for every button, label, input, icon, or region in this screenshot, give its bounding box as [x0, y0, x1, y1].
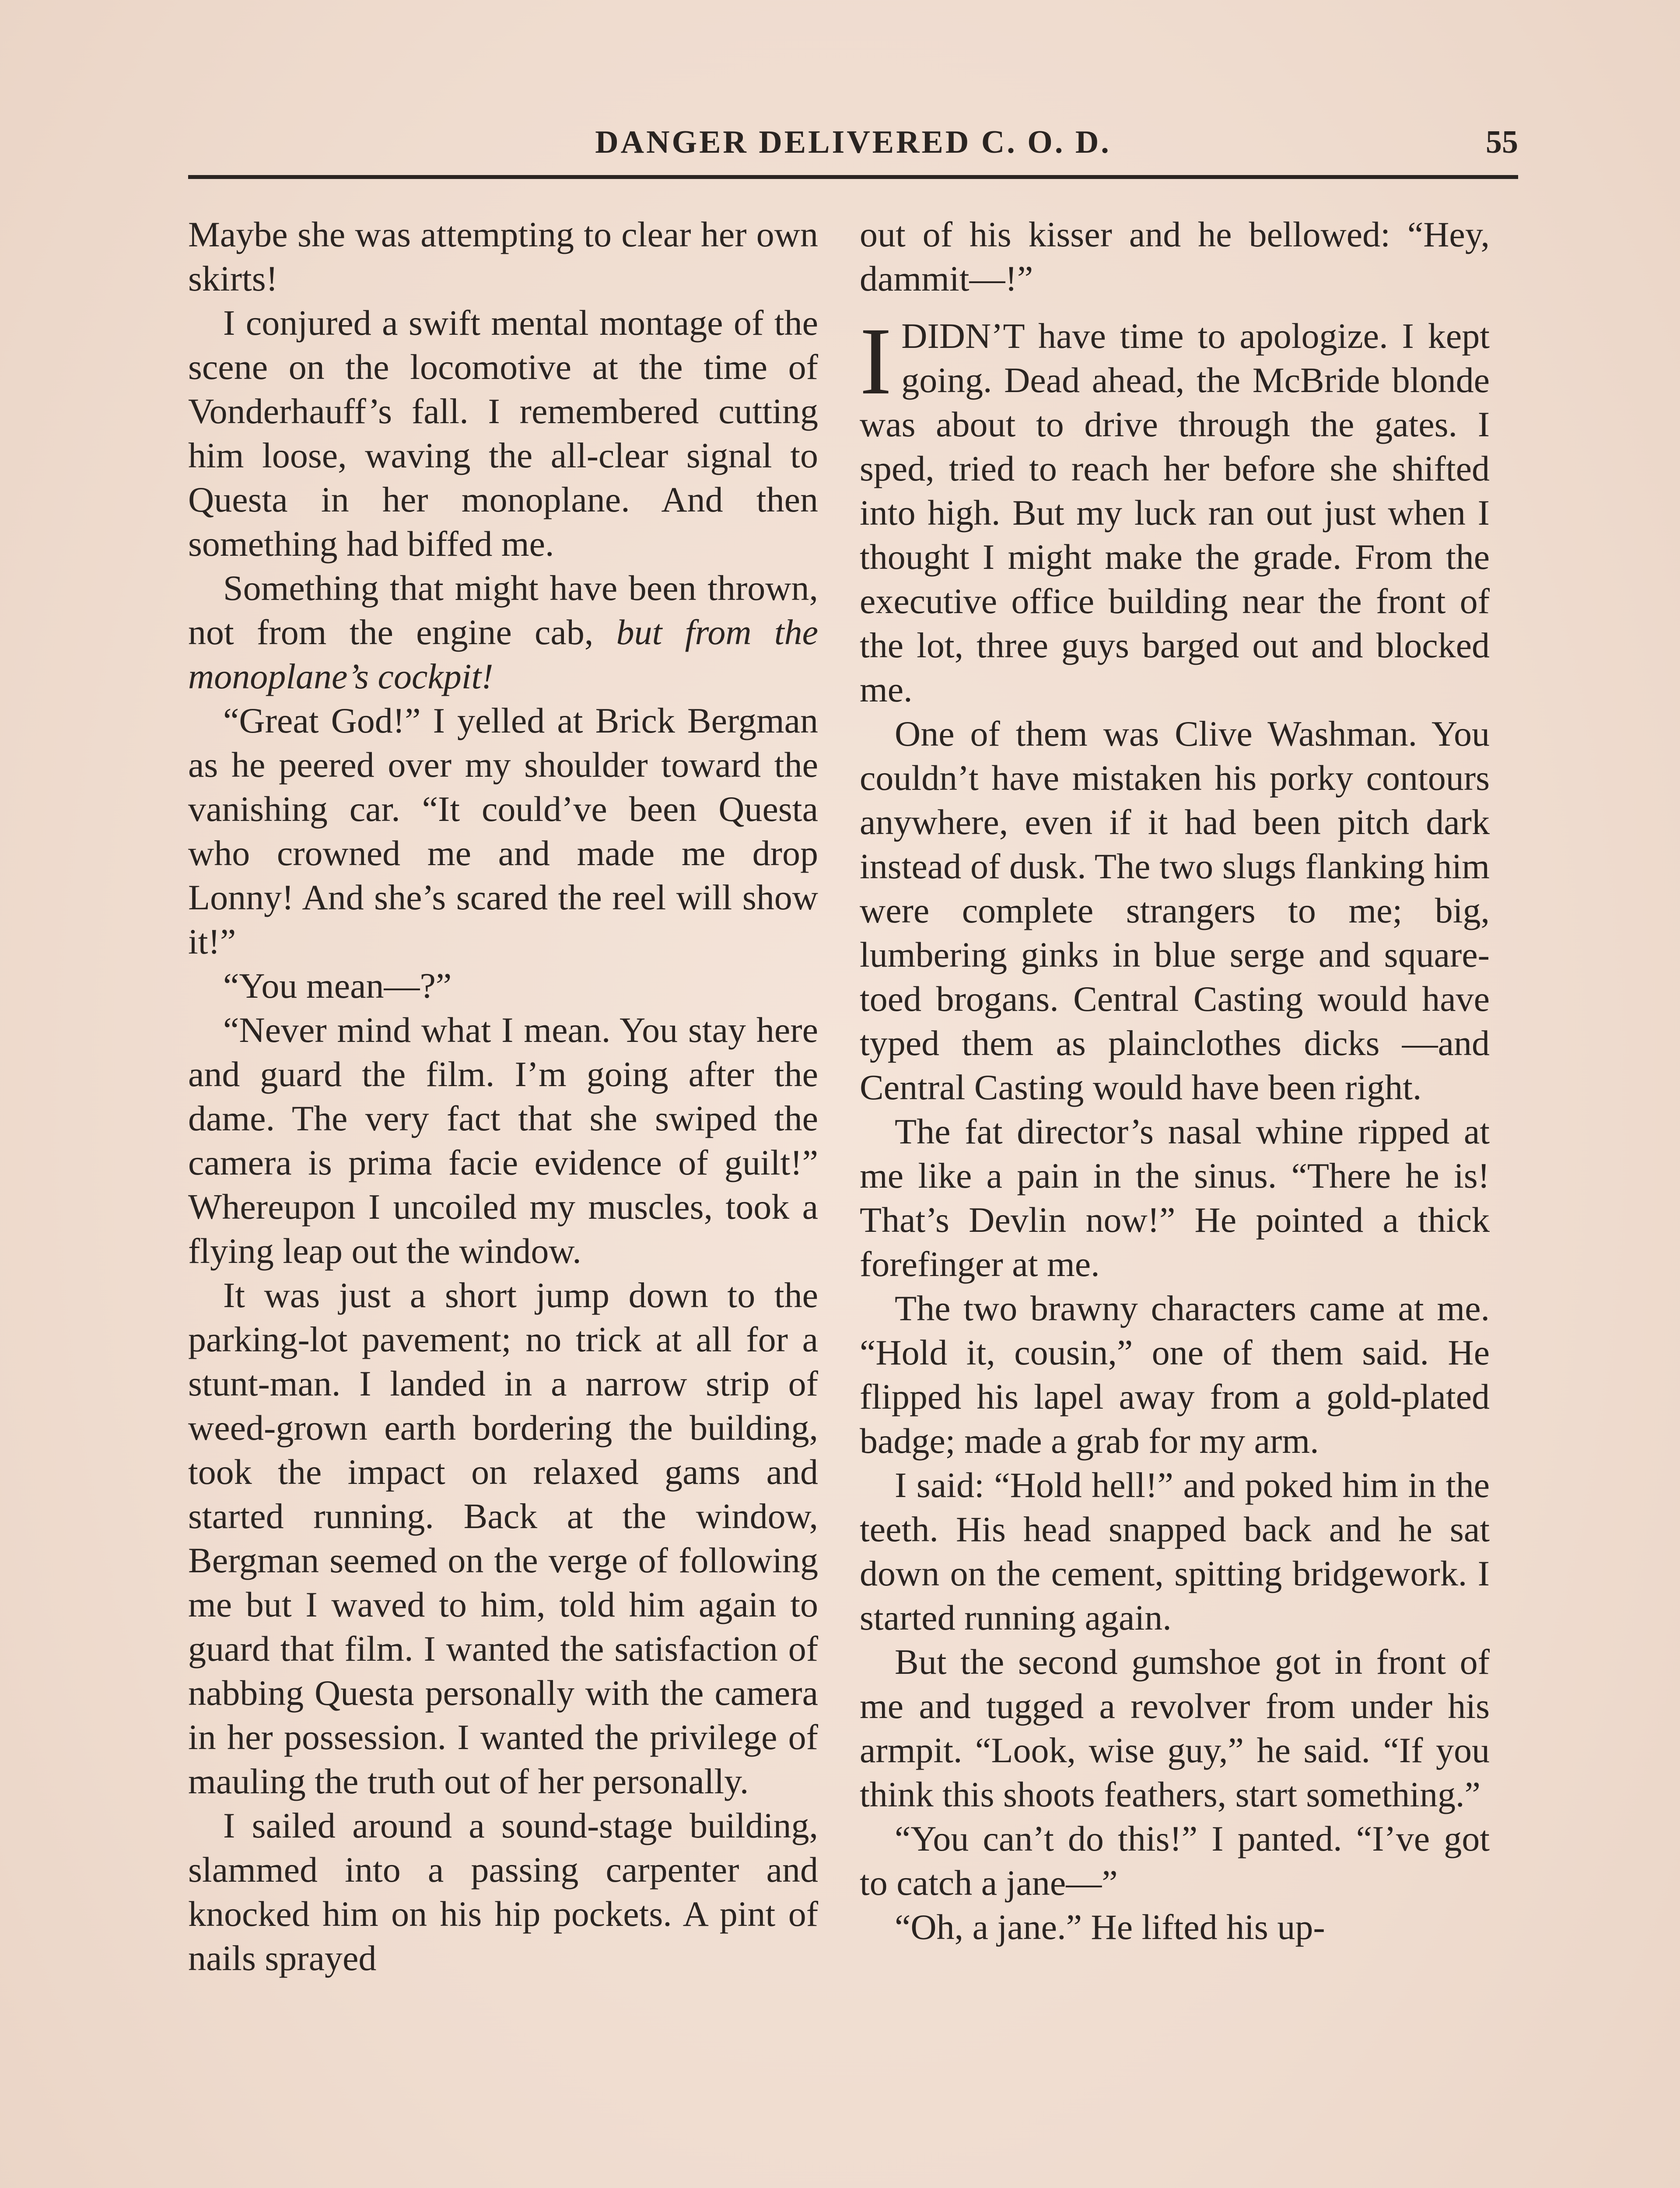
paragraph-text: Something that might have been thrown, not from the engine cab,: [188, 568, 818, 652]
paragraph-text: DIDN’T have time to apologize. I kept going. Dead ahead, the McBride blonde was about to drive through the gates. I sped, tried to reach her before she shifted into high. But my luck ran out just when I thought I might make the grade. From the executive office building near the front of the lot, three guys barged out and blocked me.: [860, 316, 1490, 709]
paragraph: I conjured a swift mental montage of the scene on the locomotive at the time of Vonderhauff’s fall. I remembered cutting him loose, waving the all-clear signal to Questa in her monoplane. And then something had biffed me.: [188, 303, 818, 564]
paragraph: The fat director’s nasal whine ripped at me like a pain in the sinus. “There he is! That’s Devlin now!” He pointed a thick forefinger at me.: [860, 1112, 1490, 1284]
paragraph: But the second gumshoe got in front of me and tugged a revolver from under his armpit. “Look, wise guy,” he said. “If you think this shoots feathers, start something.”: [860, 1642, 1490, 1814]
paragraph: It was just a short jump down to the parking-lot pavement; no trick at all for a stunt-man. I landed in a narrow strip of weed-grown earth bordering the building, took the impact on relaxed gams and started running. Back at the window, Bergman seemed on the verge of following me but I waved to him, told him again to guard that film. I wanted the satisfaction of nabbing Questa personally with the camera in her possession. I wanted the privilege of mauling the truth out of her personally.: [188, 1275, 818, 1801]
paragraph: “Never mind what I mean. You stay here and guard the film. I’m going after the dame. The very fact that she swiped the camera is prima facie evidence of guilt!” Whereupon I uncoiled my muscles, took a flying leap out the window.: [188, 1010, 818, 1271]
story-title: DANGER DELIVERED C. O. D.: [595, 124, 1111, 160]
paragraph: out of his kisser and he bellowed: “Hey, dammit—!”: [860, 214, 1490, 298]
page-number: 55: [1486, 124, 1518, 160]
section-opening-paragraph: [860, 308, 1490, 712]
paragraph: “You mean—?”: [223, 966, 452, 1006]
paragraph: “You can’t do this!” I panted. “I’ve got to catch a jane—”: [860, 1819, 1490, 1903]
paragraph: I said: “Hold hell!” and poked him in the teeth. His head snapped back and he sat down on the cement, spitting bridgework. I started running again.: [860, 1465, 1490, 1637]
paragraph: The two brawny characters came at me. “Hold it, cousin,” one of them said. He flipped his lapel away from a gold-plated badge; made a grab for my arm.: [860, 1288, 1490, 1461]
paragraph: “Great God!” I yelled at Brick Bergman as he peered over my shoulder toward the vanishing car. “It could’ve been Questa who crowned me and made me drop Lonny! And she’s scared the reel will show it!”: [188, 701, 818, 961]
paragraph: Maybe she was attempting to clear her own skirts!: [188, 214, 818, 298]
right-column: [860, 212, 1490, 1949]
paragraph: I sailed around a sound-stage building, slammed into a passing carpenter and knocked him on his hip pockets. A pint of nails sprayed: [188, 1806, 818, 1978]
drop-cap: I: [860, 308, 892, 414]
paragraph: [188, 566, 818, 698]
paragraph: One of them was Clive Washman. You couldn’t have mistaken his porky contours anywhere, even if it had been pitch dark instead of dusk. The two slugs flanking him were complete strangers to me; big, lumbering ginks in blue serge and square-toed brogans. Central Casting would have typed them as plainclothes dicks —and Central Casting would have been right.: [860, 714, 1490, 1107]
left-column: [188, 212, 818, 1980]
italic-text: but from the monoplane’s cockpit!: [188, 612, 818, 696]
running-header: [188, 118, 1518, 166]
header-rule: [188, 175, 1518, 179]
paragraph: “Oh, a jane.” He lifted his up-: [895, 1907, 1325, 1947]
